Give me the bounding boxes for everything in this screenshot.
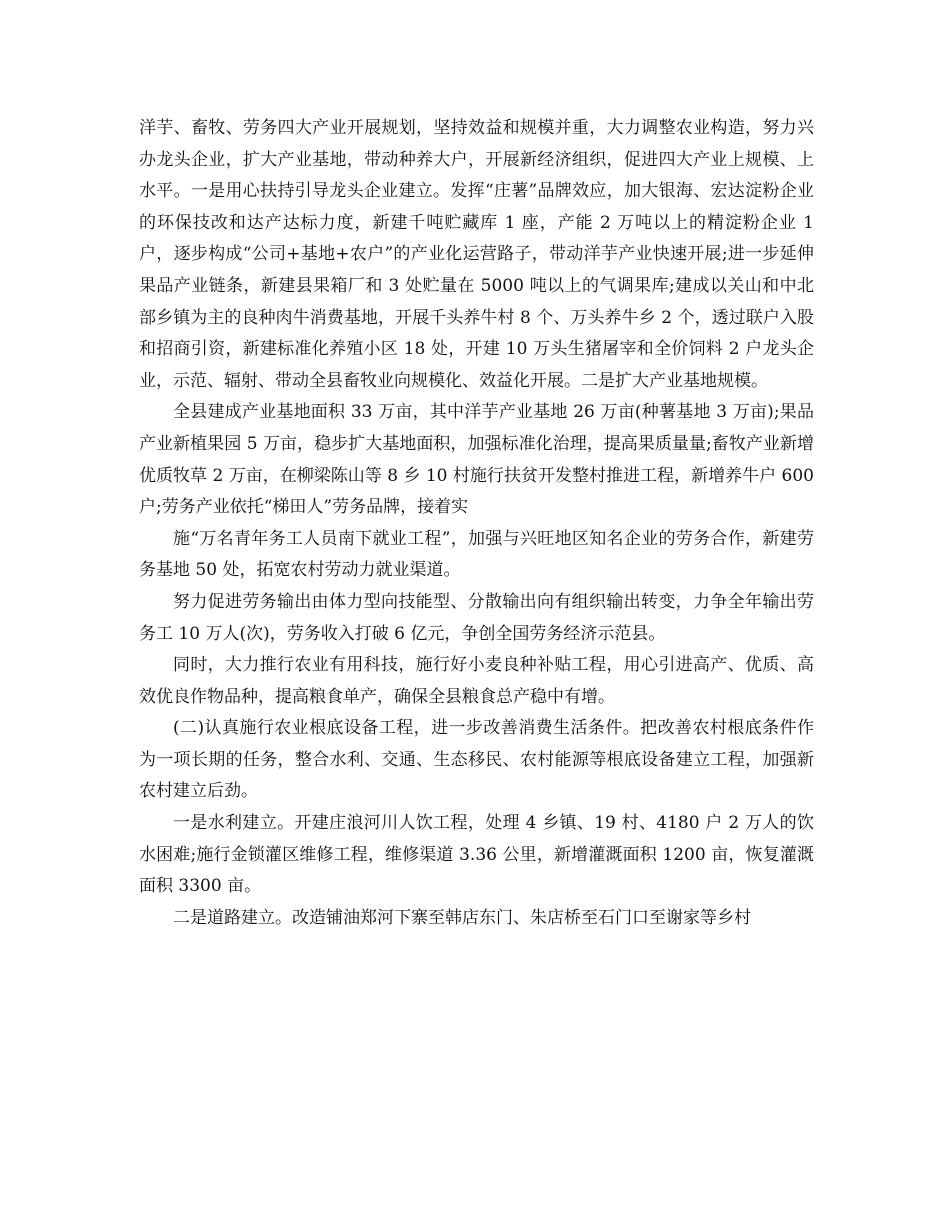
paragraph-8: 二是道路建立。改造铺油郑河下寨至韩店东门、朱店桥至石门口至谢家等乡村 — [173, 907, 751, 928]
paragraph-6: (二)认真施行农业根底设备工程，进一步改善消费生活条件。把改善农村根底条件作为一项长期的任务，整合水利、交通、生态移民、农村能源等根底设备建立工程，加强新农村建立后劲。 — [139, 718, 814, 802]
paragraph-3: 施“万名青年务工人员南下就业工程”，加强与兴旺地区知名企业的劳务合作，新建劳务基地 50 处，拓宽农村劳动力就业渠道。 — [139, 528, 814, 581]
paragraph-5: 同时，大力推行农业有用科技，施行好小麦良种补贴工程，用心引进高产、优质、高效优良作物品种，提高粮食单产，确保全县粮食总产稳中有增。 — [139, 655, 814, 707]
paragraph-1: 洋芋、畜牧、劳务四大产业开展规划，坚持效益和规模并重，大力调整农业构造，努力兴办龙头企业，扩大产业基地，带动种养大户，开展新经济组织，促进四大产业上规模、上水平。一是用心扶持引导龙头企业建立。发挥“庄薯”品牌效应，加大银海、宏达淀粉企业的环保技改和达产达标力度，新建千吨贮藏库 1 座，产能 2 万吨以上的精淀粉企业 1 户，逐步构成“公司+基地+农户”的产业化运营路子，带动洋芋产业快速开展;进一步延伸果品产业链条，新建县果箱厂和 3 处贮量在 5000 吨以上的气调果库;建成以关山和中北部乡镇为主的良种肉牛消费基地，开展千头养牛村 8 个、万头养牛乡 2 个，透过联户入股和招商引资，新建标准化养殖小区 18 处，开建 10 万头生猪屠宰和全价饲料 2 户龙头企业，示范、辐射、带动全县畜牧业向规模化、效益化开展。二是扩大产业基地规模。 — [139, 118, 814, 391]
paragraph-7: 一是水利建立。开建庄浪河川人饮工程，处理 4 乡镇、19 村、4180 户 2 万人的饮水困难;施行金锁灌区维修工程，维修渠道 3.36 公里，新增灌溉面积 1200 亩，恢复灌溉面积 3300 亩。 — [139, 813, 814, 897]
document-page — [139, 113, 814, 934]
paragraph-4: 努力促进劳务输出由体力型向技能型、分散输出向有组织输出转变，力争全年输出劳务工 10 万人(次)，劳务收入打破 6 亿元，争创全国劳务经济示范县。 — [139, 591, 814, 644]
paragraph-2: 全县建成产业基地面积 33 万亩，其中洋芋产业基地 26 万亩(种薯基地 3 万亩);果品产业新植果园 5 万亩，稳步扩大基地面积，加强标准化治理，提高果质量量;畜牧产业新增优质牧草 2 万亩，在柳梁陈山等 8 乡 10 村施行扶贫开发整村推进工程，新增养牛户 600 户;劳务产业依托“梯田人”劳务品牌，接着实 — [139, 402, 814, 518]
